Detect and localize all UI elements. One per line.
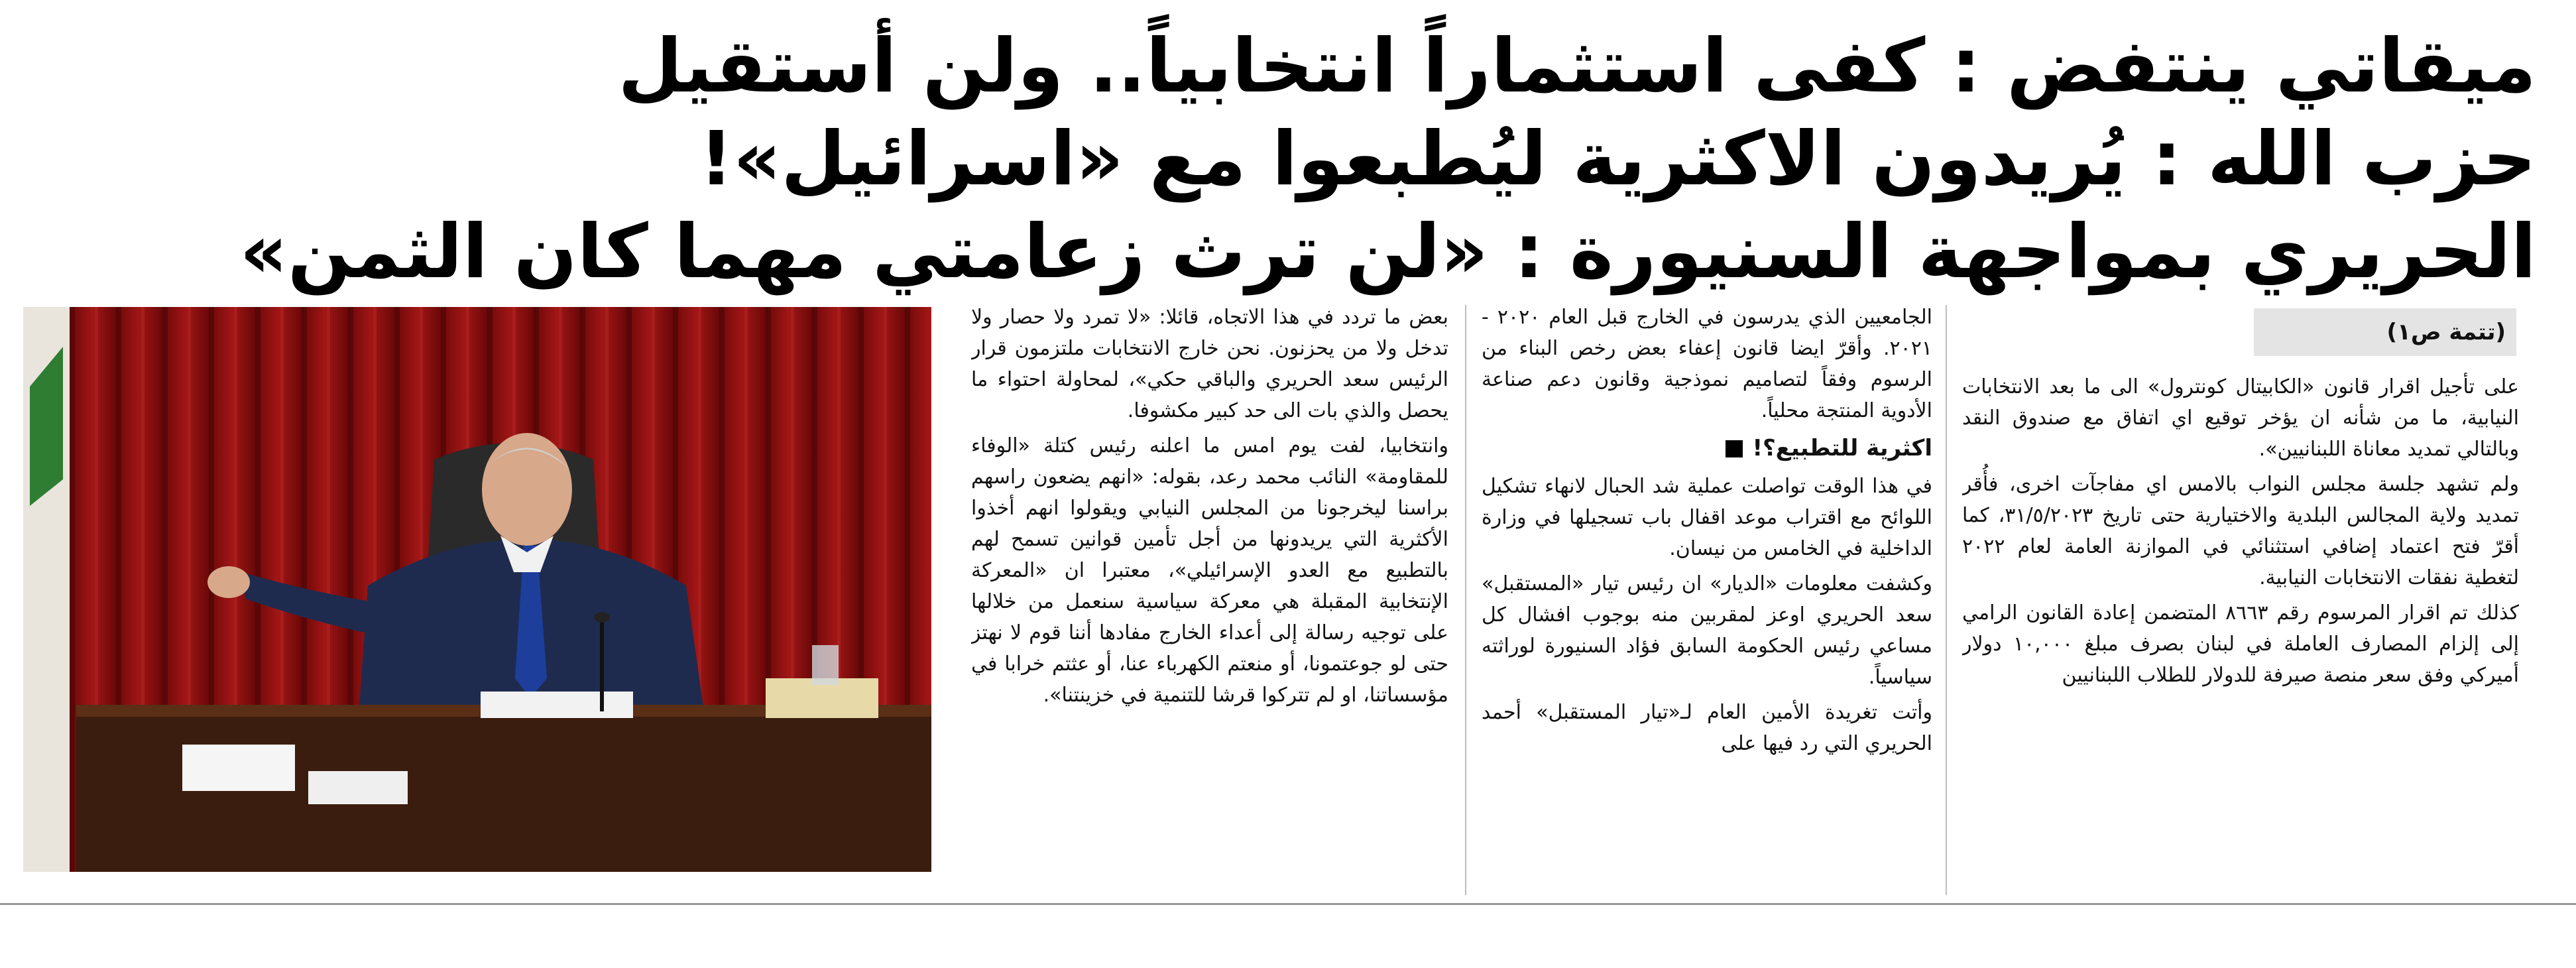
paragraph: كذلك تم اقرار المرسوم رقم ٨٦٦٣ المتضمن إعادة القانون الرامي إلى إلزام المصارف العاملة في لبنان بصرف مبلغ ١٠,٠٠٠ دولار أميركي وفق سعر منصة صيرفة للدولار للطلاب اللبنانيين: [1962, 601, 2519, 687]
paragraph: الجامعيين الذي يدرسون في الخارج قبل العام ٢٠٢٠ - ٢٠٢١. وأقرّ ايضا قانون إعفاء بعض رخص البناء من الرسوم وفقاً لتصاميم نموذجية وقانون دعم صناعة الأدوية المنتجة محلياً.: [1482, 306, 1932, 422]
continuation-label: (تتمة ص١): [2254, 308, 2516, 356]
face: [482, 433, 572, 546]
square-bullet-icon: [1726, 440, 1743, 457]
column-divider: [1465, 305, 1466, 895]
microphone-head: [594, 612, 610, 623]
subheading-text: اكثرية للتطبيع؟!: [1752, 435, 1932, 461]
article-column-2: [1482, 302, 1932, 898]
bottom-rule: [0, 903, 2576, 905]
papers: [481, 692, 633, 718]
article-column-3: [971, 302, 1448, 898]
article-column-1: [1962, 371, 2519, 968]
papers: [182, 745, 295, 791]
paragraph: وكشفت معلومات «الديار» ان رئيس تيار «المستقبل» سعد الحريري اوعز لمقربين منه بوجوب افشال كل مساعي رئيس الحكومة السابق فؤاد السنيورة لوراثته سياسياً.: [1482, 572, 1932, 689]
paragraph: في هذا الوقت تواصلت عملية شد الحبال لانهاء تشكيل اللوائح مع اقتراب موعد اقفال باب تسجيلها في وزارة الداخلية في الخامس من نيسان.: [1482, 475, 1932, 560]
paragraph: وأتت تغريدة الأمين العام لـ«تيار المستقبل» أحمد الحريري التي رد فيها على: [1482, 701, 1932, 755]
paragraph: وانتخابيا، لفت يوم امس ما اعلنه رئيس كتلة «الوفاء للمقاومة» النائب محمد رعد، بقوله: «انهم يضعون راسهم براسنا ليخرجونا من المجلس النيابي ويقولوا انهم أخذوا الأكثرية التي يريدونها من أجل تأمين قوانين تسمح لهم بالتطبيع مع العدو الإسرائيلي»، معتبرا ان «المعركة الإنتخابية المقبلة هي معركة سياسية سنعمل من خلالها على توجيه رسالة إلى أعداء الخارج مفادها أننا قوم لا نهتز حتى لو جوعتمونا، أو منعتم الكهرباء عنا، أو عثتم خرابا في مؤسساتنا، او لم تتركوا قرشا للتنمية في خزينتنا».: [971, 434, 1448, 707]
papers: [308, 771, 408, 804]
microphone: [600, 619, 604, 711]
headline-line-3: الحريري بمواجهة السنيورة : «لن ترث زعامتي مهما كان الثمن»: [239, 209, 2536, 295]
column-divider: [1946, 305, 1947, 895]
speaker-at-desk-photo: [23, 307, 931, 872]
paragraph: بعض ما تردد في هذا الاتجاه، قائلا: «لا تمرد ولا حصار ولا تدخل ولا من يحزنون. نحن خارج الانتخابات ملتزمون قرار الرئيس سعد الحريري والباقي حكي»، لمحاولة احتواء ما يحصل والذي بات الى حد كبير مكشوفا.: [971, 306, 1448, 422]
subheading: [1482, 433, 1932, 464]
paragraph: على تأجيل اقرار قانون «الكابيتال كونترول» الى ما بعد الانتخابات النيابية، ما من شأنه ان يؤخر توقيع اي اتفاق مع صندوق النقد وبالتالي تمديد معاناة اللبنانيين».: [1962, 375, 2519, 461]
hand: [207, 566, 250, 598]
paragraph: ولم تشهد جلسة مجلس النواب بالامس اي مفاجآت اخرى، فأُقر تمديد ولاية المجالس البلدية والاختيارية حتى تاريخ ٣١/٥/٢٠٢٣، كما أقرّ فتح اعتماد إضافي استثنائي في الموازنة العامة لعام ٢٠٢٢ لتغطية نفقات الانتخابات النيابية.: [1962, 473, 2519, 589]
glass: [812, 645, 839, 685]
news-photo: [23, 307, 931, 872]
headline-line-1: ميقاتي ينتفض : كفى استثماراً انتخابياً.. ولن أستقيل: [618, 23, 2536, 109]
headline-line-2: حزب الله : يُريدون الاكثرية ليُطبعوا مع «اسرائيل»!: [699, 116, 2536, 202]
